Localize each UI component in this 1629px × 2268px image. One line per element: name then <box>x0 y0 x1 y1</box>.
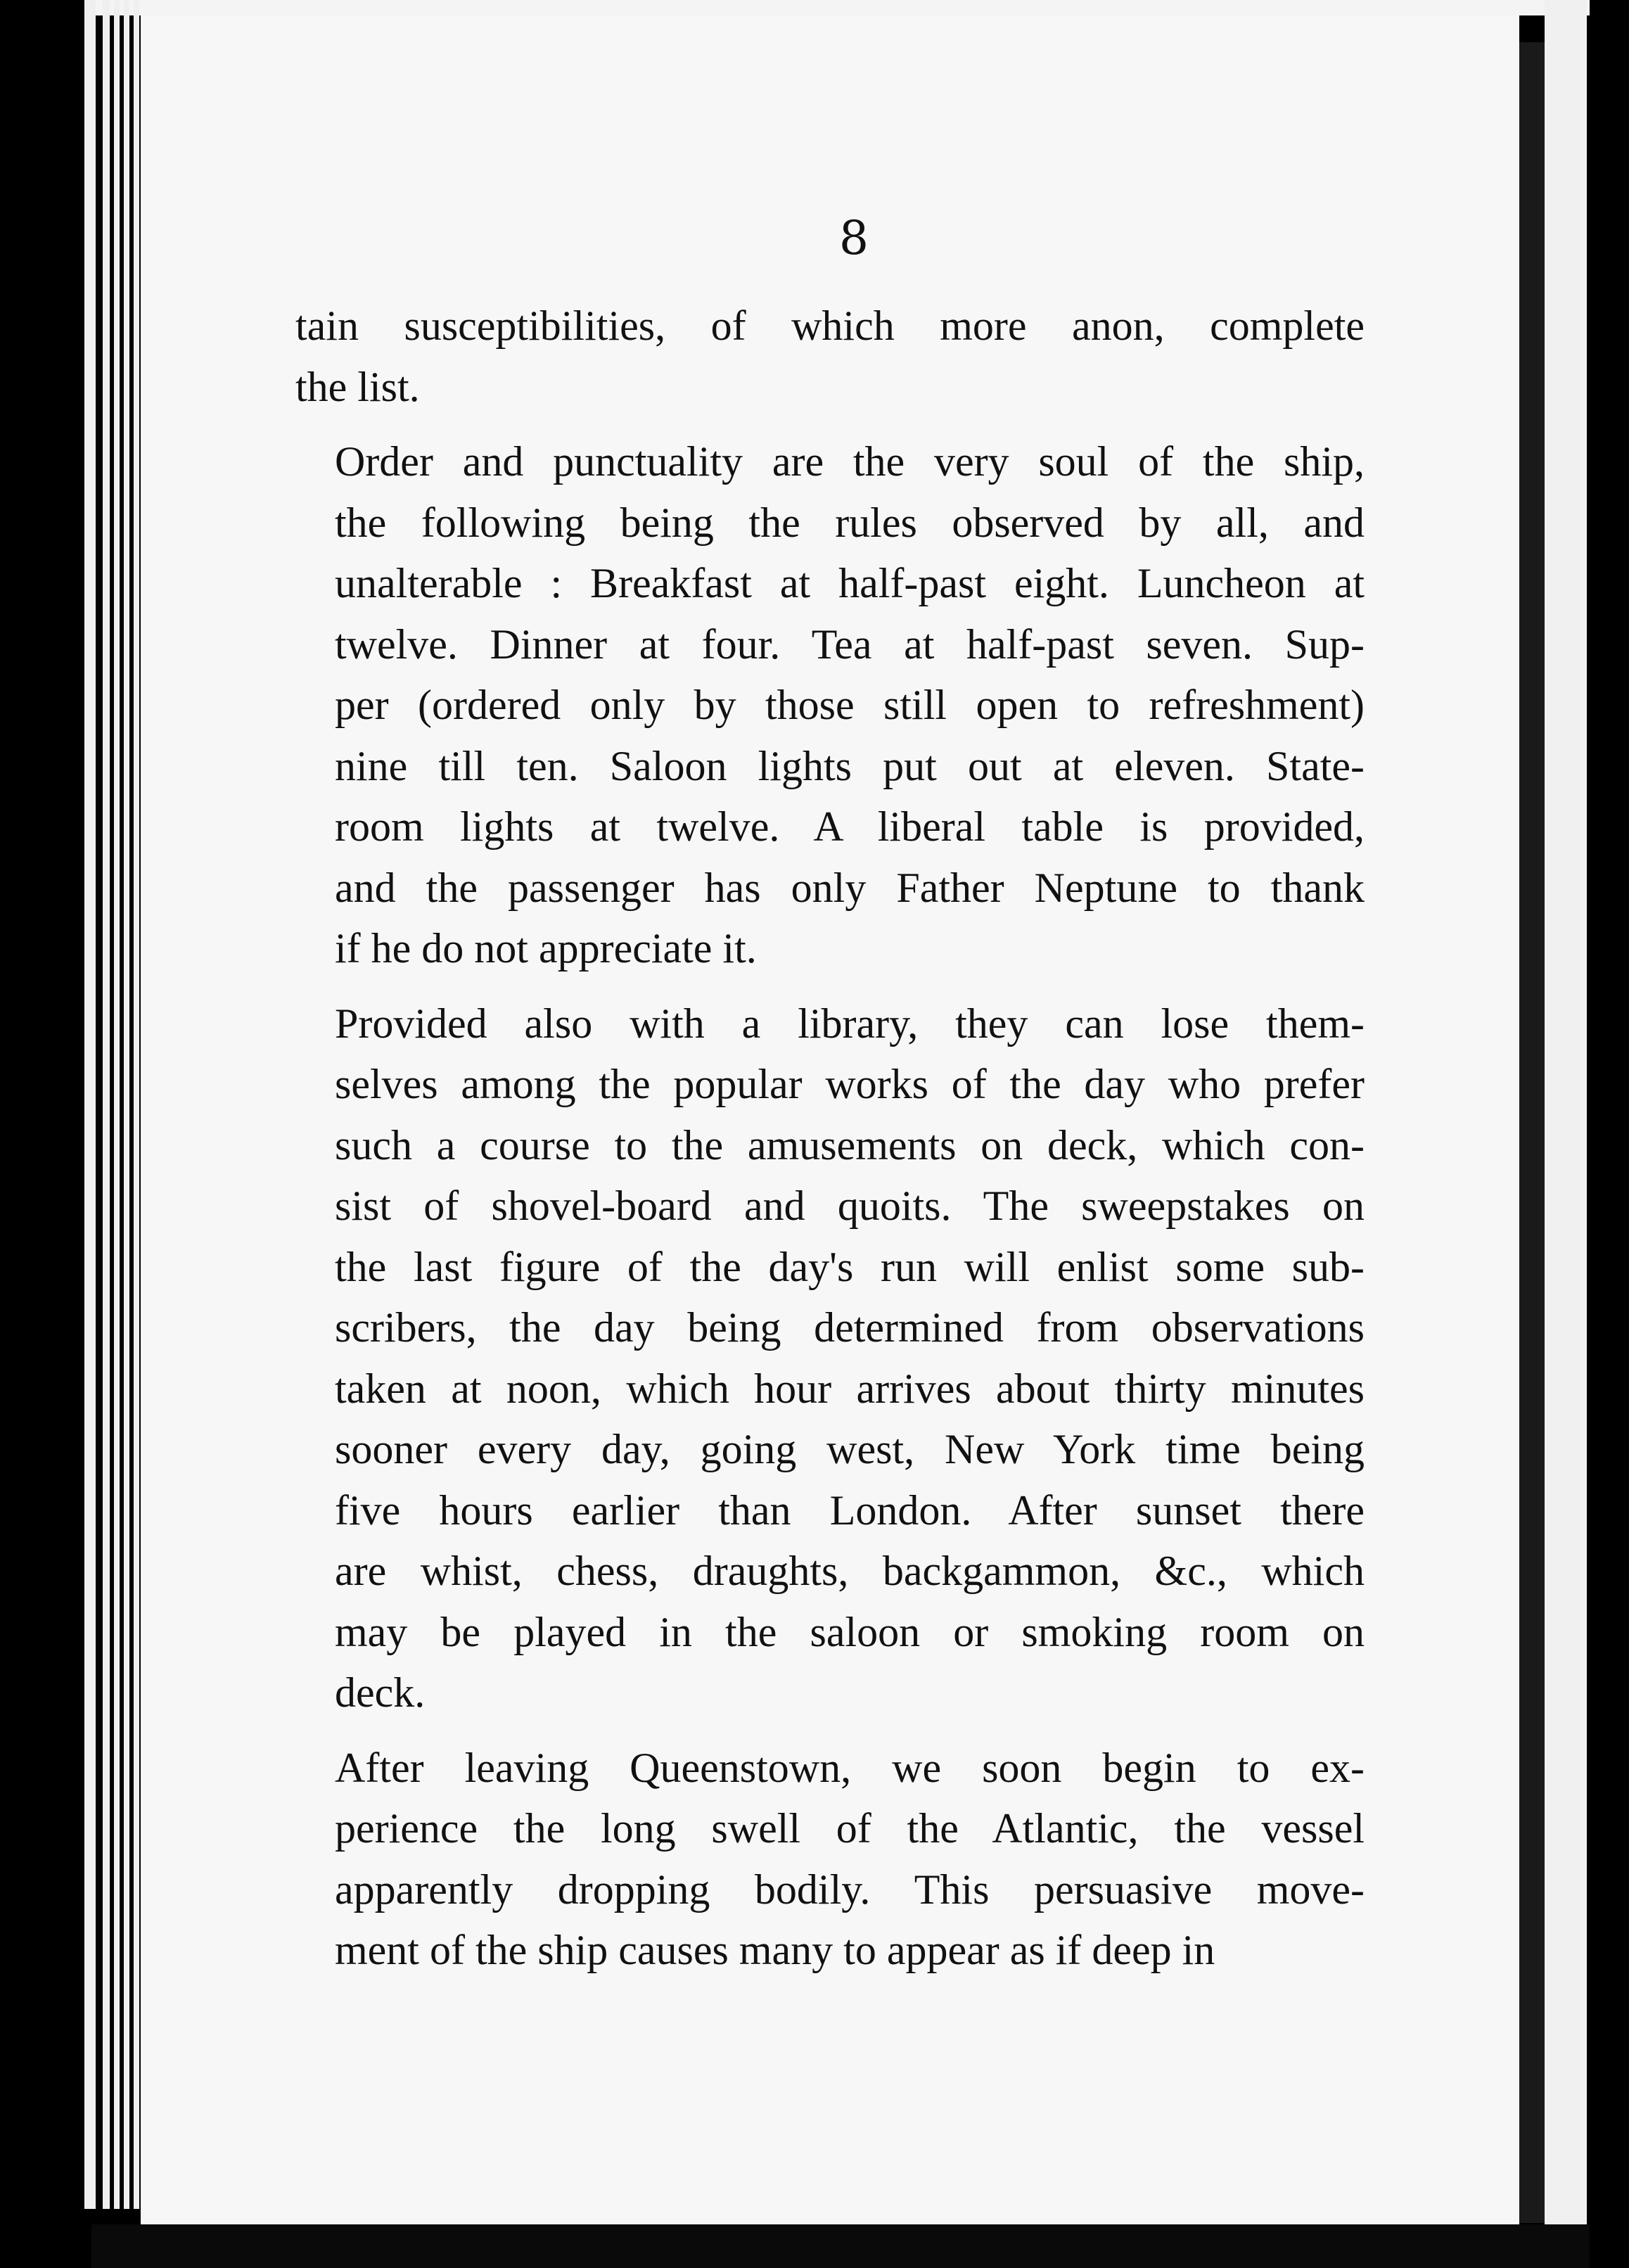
page-edge <box>84 0 96 2209</box>
text-line: After leaving Queenstown, we soon begin to ex- <box>335 1744 1365 1791</box>
page-edge <box>114 0 120 2209</box>
text-line: such a course to the amusements on deck, which con- <box>335 1121 1365 1168</box>
text-line: the list. <box>295 363 420 410</box>
text-line: per (ordered only by those still open to refreshment) <box>335 682 1365 728</box>
text-line: and the passenger has only Father Neptune to thank <box>335 864 1365 911</box>
binding-shadow <box>1519 42 1545 2223</box>
text-line: Order and punctuality are the very soul of the ship, <box>335 438 1365 485</box>
text-line: twelve. Dinner at four. Tea at half-past seven. Sup- <box>335 620 1365 668</box>
text-line: ment of the ship causes many to appear as if deep in <box>335 1927 1215 1973</box>
text-line: Provided also with a library, they can lose them- <box>335 1000 1365 1047</box>
text-line: tain susceptibilities, of which more anon, complete <box>295 302 1365 349</box>
text-line: deck. <box>335 1669 426 1716</box>
text-line: five hours earlier than London. After sunset there <box>335 1486 1365 1534</box>
text-line: scribers, the day being determined from observations <box>335 1304 1365 1351</box>
paragraph-library <box>295 993 1365 1724</box>
paragraph-rules <box>295 431 1365 979</box>
page-edge <box>134 0 139 2209</box>
paragraph-continued <box>295 295 1365 417</box>
body-text <box>295 295 1365 1981</box>
paragraph-queenstown <box>295 1738 1365 1981</box>
text-line: selves among the popular works of the day who prefer <box>335 1061 1365 1107</box>
page-edge <box>124 0 129 2209</box>
text-line: taken at noon, which hour arrives about thirty minutes <box>335 1365 1365 1412</box>
scan-border-top <box>91 0 1590 15</box>
text-line: sist of shovel-board and quoits. The sweepstakes on <box>335 1183 1365 1229</box>
text-line: the last figure of the day's run will enlist some sub- <box>335 1243 1365 1290</box>
text-line: room lights at twelve. A liberal table is provided, <box>335 803 1365 850</box>
text-line: nine till ten. Saloon lights put out at eleven. State- <box>335 742 1365 789</box>
text-line: perience the long swell of the Atlantic, the vessel <box>335 1805 1365 1852</box>
text-line: unalterable : Breakfast at half-past eight. Luncheon at <box>335 560 1365 606</box>
text-line: if he do not appreciate it. <box>335 925 757 971</box>
scan-border-bottom <box>91 2224 1590 2268</box>
text-line: may be played in the saloon or smoking room on <box>335 1608 1365 1655</box>
text-line: are whist, chess, draughts, backgammon, &c., which <box>335 1548 1365 1594</box>
text-line: the following being the rules observed by all, and <box>335 499 1365 546</box>
text-line: apparently dropping bodily. This persuasive move- <box>335 1866 1365 1913</box>
text-line: sooner every day, going west, New York time being <box>335 1426 1365 1472</box>
page-edge <box>103 0 110 2209</box>
facing-page-edge <box>1545 0 1587 2268</box>
page-number: 8 <box>839 211 869 265</box>
